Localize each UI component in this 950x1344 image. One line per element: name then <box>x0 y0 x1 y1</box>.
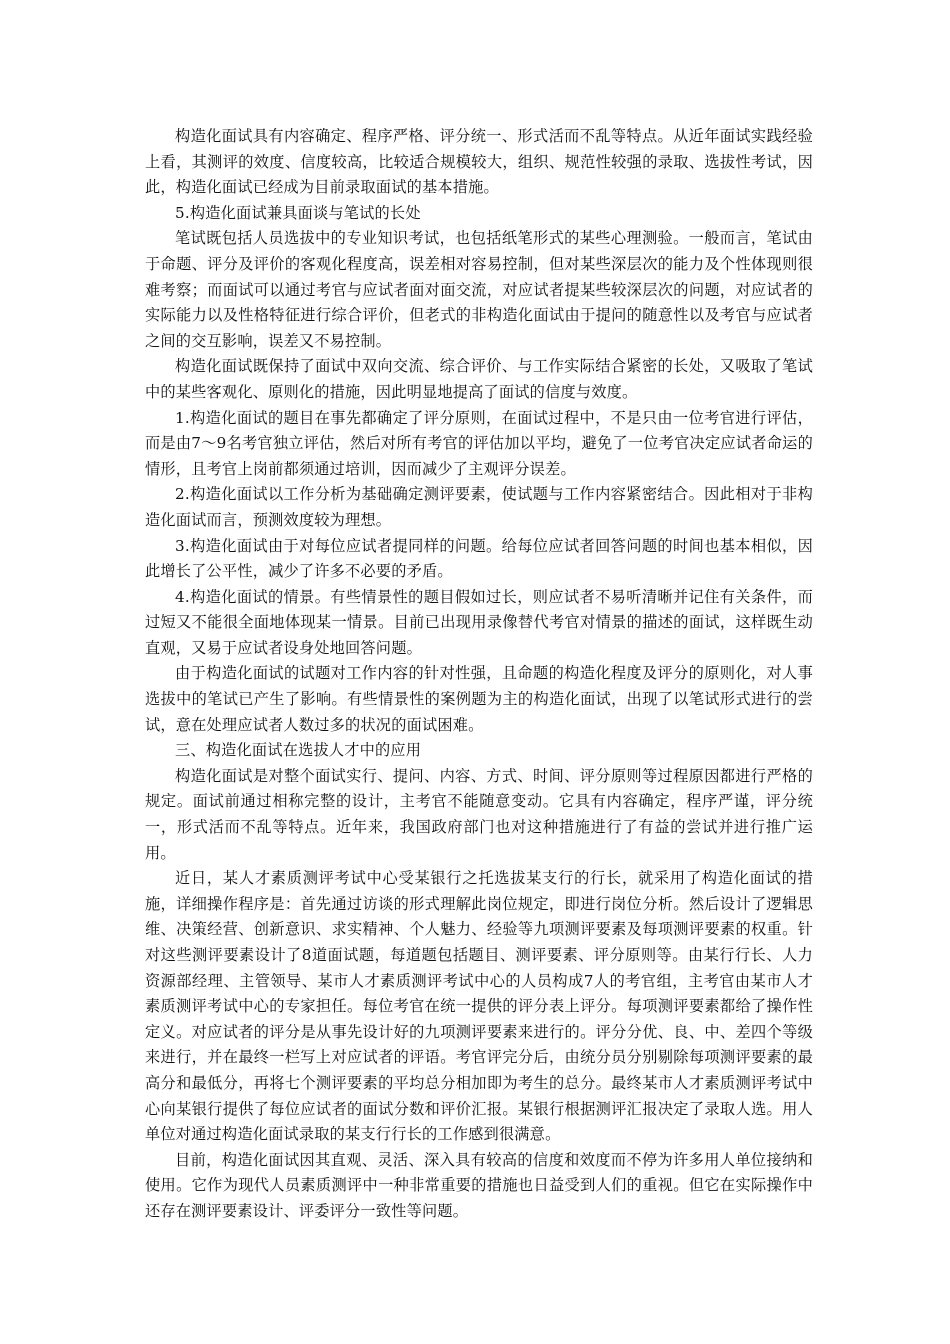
paragraph-influence: 由于构造化面试的试题对工作内容的针对性强，且命题的构造化程度及评分的原则化，对人事选拔中的笔试已产生了影响。有些情景性的案例题为主的构造化面试，出现了以笔试形式进行的尝试，意在处理应试者人数过多的状况的面试困难。 <box>145 664 813 734</box>
section-heading-3: 三、构造化面试在选拔人才中的应用 <box>175 741 422 760</box>
list-item-2: 2.构造化面试以工作分析为基础确定测评要素，使试题与工作内容紧密结合。因此相对于非构造化面试而言，预测效度较为理想。 <box>145 485 813 529</box>
paragraph-intro: 构造化面试具有内容确定、程序严格、评分统一、形式活而不乱等特点。从近年面试实践经验上看，其测评的效度、信度较高，比较适合规模较大，组织、规范性较强的录取、选拔性考试，因此，构造化面试已经成为目前录取面试的基本措施。 <box>145 127 813 197</box>
paragraph-written-test: 笔试既包括人员选拔中的专业知识考试，也包括纸笔形式的某些心理测验。一般而言，笔试由于命题、评分及评价的客观化程度高，误差相对容易控制，但对某些深层次的能力及个性体现则很难考察；而面试可以通过考官与应试者面对面交流，对应试者提某些较深层次的问题，对应试者的实际能力以及性格特征进行综合评价，但老式的非构造化面试由于提问的随意性以及考官与应试者之间的交互影响，误差又不易控制。 <box>145 229 813 350</box>
paragraph-conclusion: 目前，构造化面试因其直观、灵活、深入具有较高的信度和效度而不停为许多用人单位接纳和使用。它作为现代人员素质测评中一种非常重要的措施也日益受到人们的重视。但它在实际操作中还存在测评要素设计、评委评分一致性等问题。 <box>145 1150 813 1220</box>
section-heading-5: 5.构造化面试兼具面谈与笔试的长处 <box>175 203 421 222</box>
list-item-1: 1.构造化面试的题目在事先都确定了评分原则，在面试过程中，不是只由一位考官进行评估，而是由7～9名考官独立评估，然后对所有考官的评估加以平均，避免了一位考官决定应试者命运的情形，且考官上岗前都须通过培训，因而减少了主观评分误差。 <box>145 408 813 478</box>
document-body <box>145 124 813 1225</box>
list-item-3: 3.构造化面试由于对每位应试者提同样的问题。给每位应试者回答问题的时间也基本相似，因此增长了公平性，减少了许多不必要的矛盾。 <box>145 536 813 581</box>
paragraph-structured-advantage: 构造化面试既保持了面试中双向交流、综合评价、与工作实际结合紧密的长处，又吸取了笔试中的某些客观化、原则化的措施，因此明显地提高了面试的信度与效度。 <box>145 357 813 401</box>
list-item-4: 4.构造化面试的情景。有些情景性的题目假如过长，则应试者不易听清晰并记住有关条件，而过短又不能很全面地体现某一情景。目前已出现用录像替代考官对情景的描述的面试，这样既生动直观，又易于应试者设身处地回答问题。 <box>145 587 813 657</box>
paragraph-case-study: 近日，某人才素质测评考试中心受某银行之托选拔某支行的行长，就采用了构造化面试的措施，详细操作程序是：首先通过访谈的形式理解此岗位规定，即进行岗位分析。然后设计了逻辑思维、决策经营、创新意识、求实精神、个人魅力、经验等九项测评要素及每项测评要素的权重。针对这些测评要素设计了8道面试题，每道题包括题目、测评要素、评分原则等。由某行行长、人力资源部经理、主管领导、某市人才素质测评考试中心的人员构成7人的考官组，主考官由某市人才素质测评考试中心的专家担任。每位考官在统一提供的评分表上评分。每项测评要素都给了操作性定义。对应试者的评分是从事先设计好的九项测评要素来进行的。评分分优、良、中、差四个等级来进行，并在最终一栏写上对应试者的评语。考官评完分后，由统分员分别剔除每项测评要素的最高分和最低分，再将七个测评要素的平均总分相加即为考生的总分。最终某市人才素质测评考试中心向某银行提供了每位应试者的面试分数和评价汇报。某银行根据测评汇报决定了录取人选。用人单位对通过构造化面试录取的某支行行长的工作感到很满意。 <box>145 869 813 1144</box>
paragraph-definition: 构造化面试是对整个面试实行、提问、内容、方式、时间、评分原则等过程原因都进行严格的规定。面试前通过相称完整的设计，主考官不能随意变动。它具有内容确定，程序严谨，评分统一，形式活而不乱等特点。近年来，我国政府部门也对这种措施进行了有益的尝试并进行推广运用。 <box>145 766 813 862</box>
